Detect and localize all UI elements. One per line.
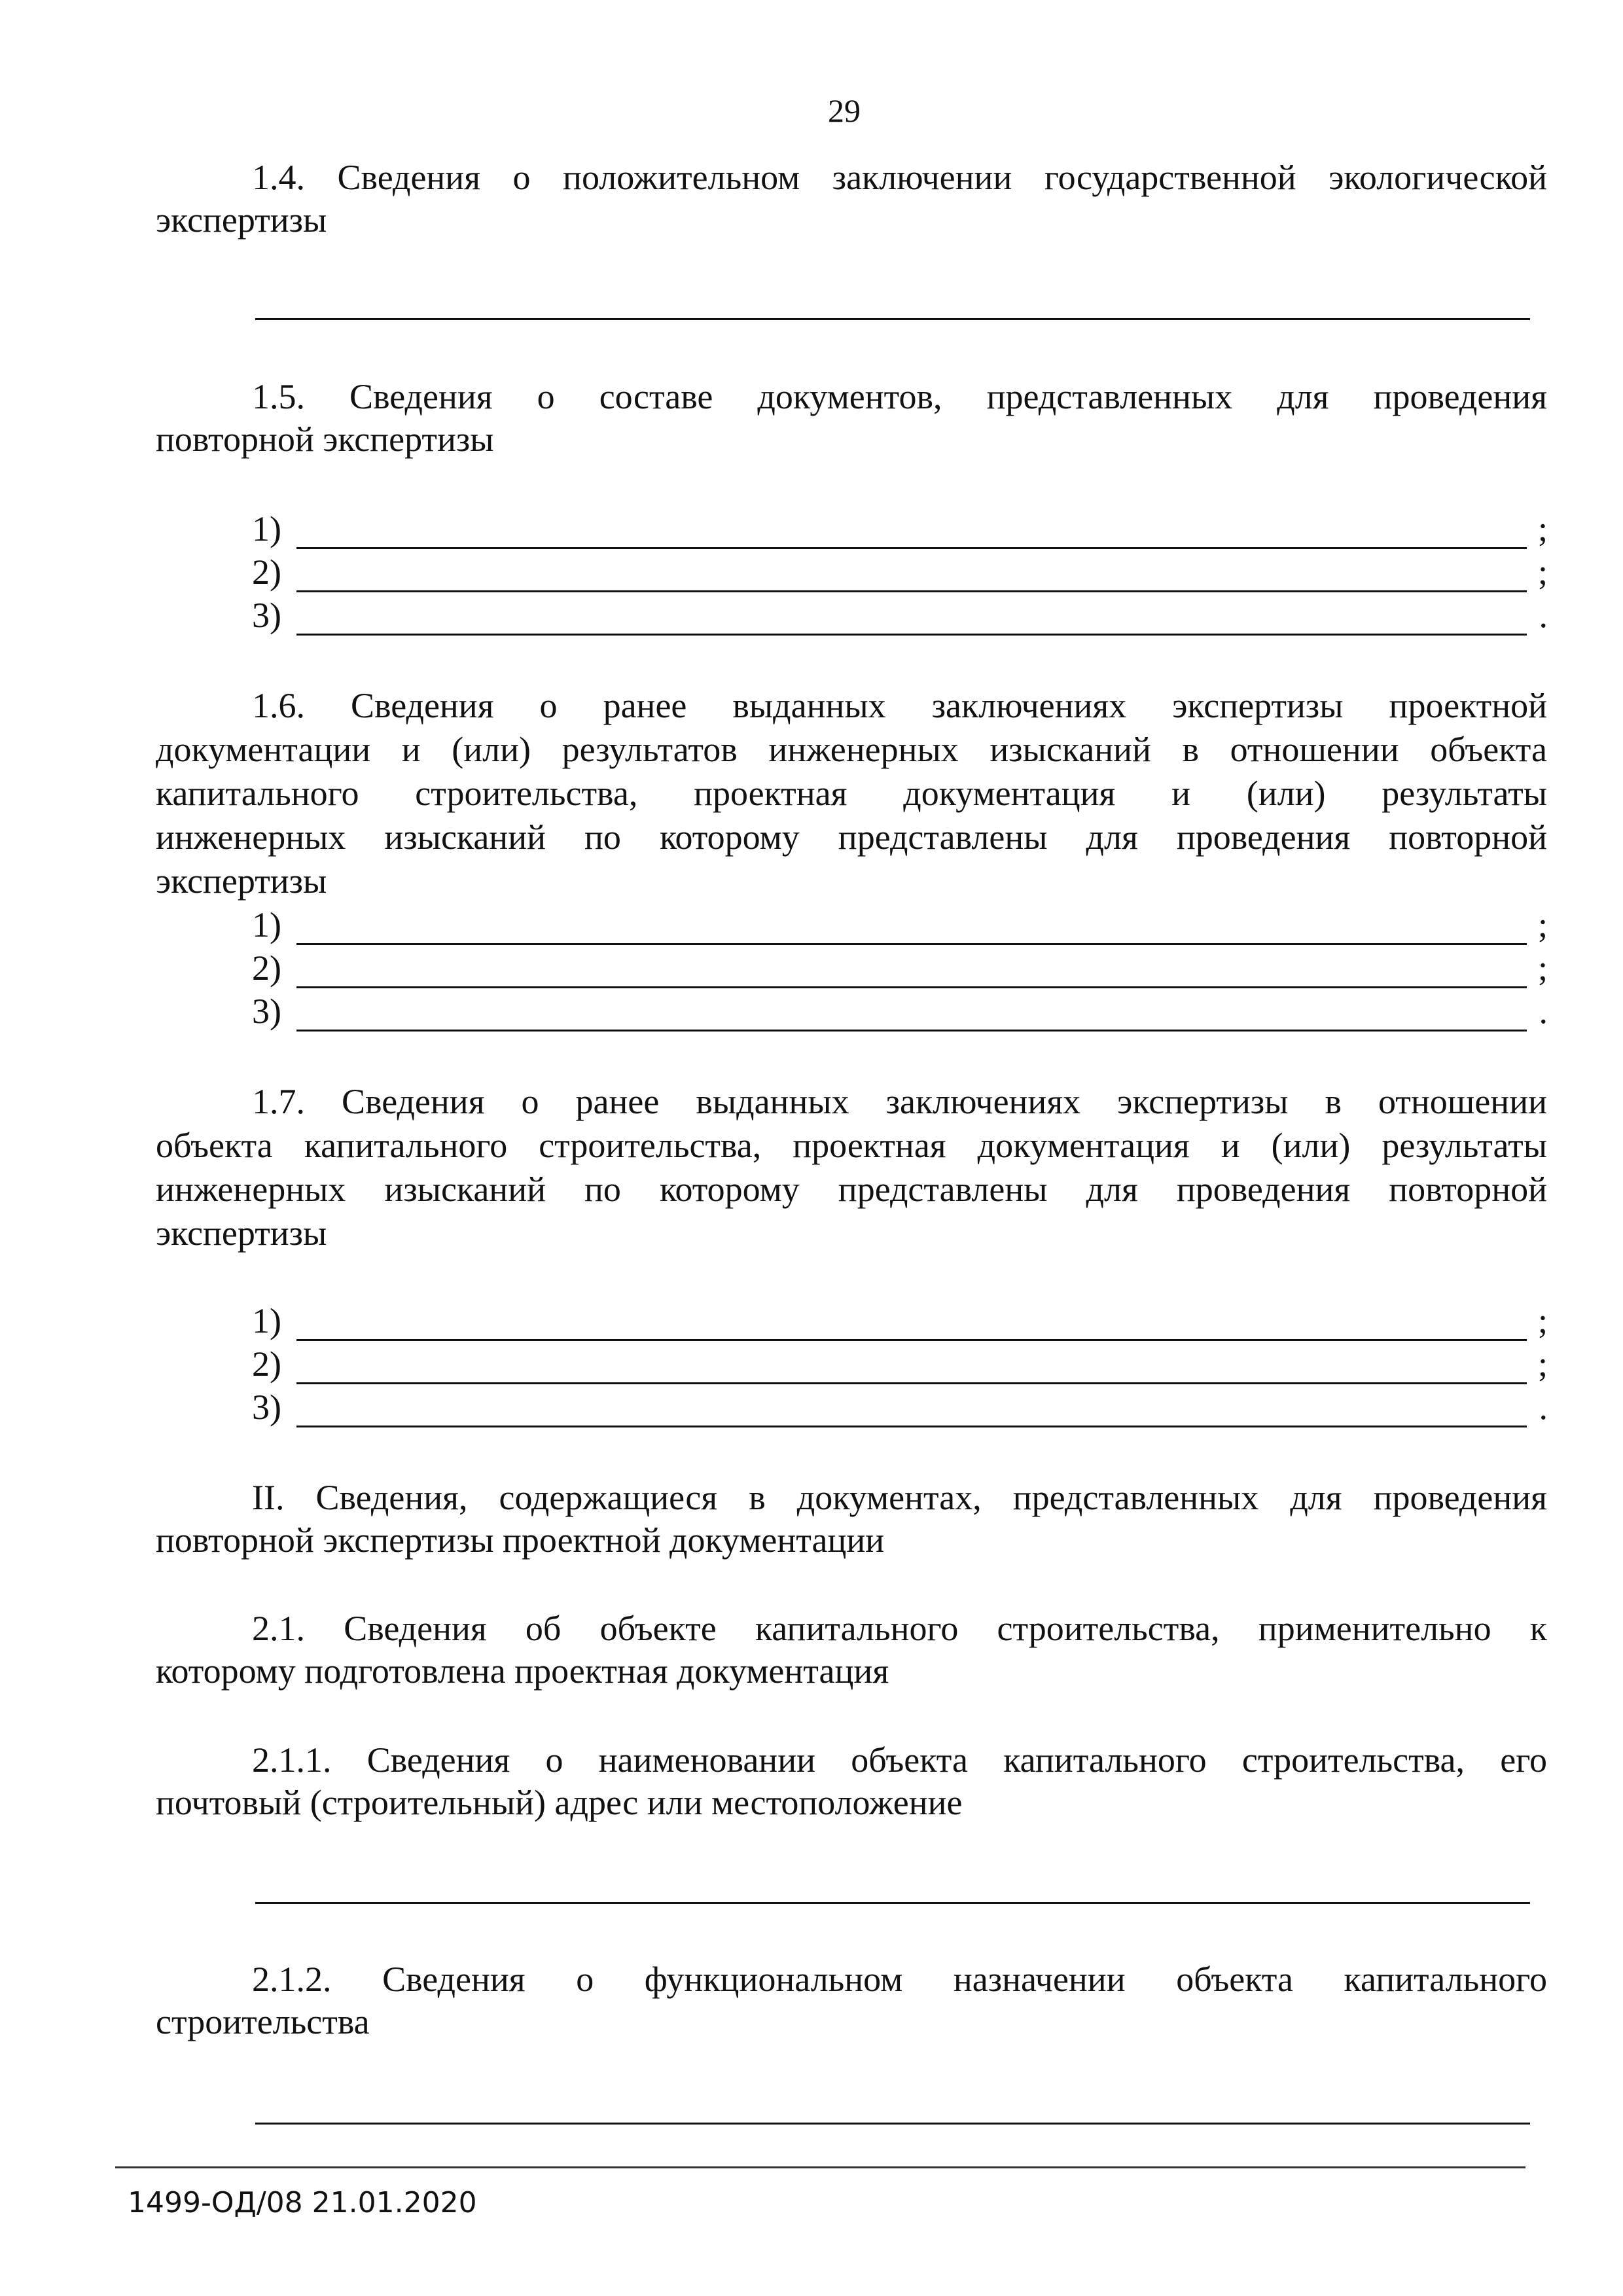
page-number: 29 <box>828 92 861 129</box>
item-punctuation: ; <box>1537 509 1548 548</box>
item-number: 2) <box>252 1344 281 1384</box>
answer-blank[interactable] <box>296 1382 1527 1384</box>
answer-blank[interactable] <box>296 634 1527 636</box>
document-code: 1499-ОД/08 21.01.2020 <box>128 2186 477 2219</box>
section-1-4-heading-cont: экспертизы <box>156 200 327 240</box>
section-1-5-heading-cont: повторной экспертизы <box>156 420 494 459</box>
answer-blank[interactable] <box>296 547 1527 549</box>
list-item <box>252 594 1548 637</box>
section-1-7-heading: 1.7. Сведения о ранее выданных заключениях экспертизы в отношении <box>252 1082 1547 1121</box>
section-1-6-heading-cont: капитального строительства, проектная документация и (или) результаты <box>156 774 1547 813</box>
item-punctuation: . <box>1539 596 1548 635</box>
item-punctuation: ; <box>1537 1301 1548 1340</box>
section-2-1-heading: 2.1. Сведения об объекте капитального строительства, применительно к <box>252 1609 1547 1648</box>
list-item <box>252 1386 1548 1429</box>
item-punctuation: . <box>1539 1388 1548 1427</box>
section-1-7-heading-cont: инженерных изысканий по которому представлены для проведения повторной <box>156 1170 1547 1209</box>
item-punctuation: ; <box>1537 1344 1548 1384</box>
section-1-7-heading-cont: экспертизы <box>156 1213 327 1253</box>
item-punctuation: ; <box>1537 552 1548 592</box>
section-2-1-2-heading-cont: строительства <box>156 2002 370 2041</box>
section-2-heading-cont: повторной экспертизы проектной документации <box>156 1520 885 1560</box>
item-punctuation: . <box>1539 992 1548 1031</box>
answer-blank-2-1-2[interactable] <box>255 2123 1530 2125</box>
section-1-6-heading-cont: документации и (или) результатов инженерных изысканий в отношении объекта <box>156 730 1547 769</box>
answer-blank[interactable] <box>296 590 1527 592</box>
list-item <box>252 1342 1548 1386</box>
answer-blank-1-4[interactable] <box>255 318 1530 320</box>
item-number: 1) <box>252 509 281 548</box>
footer-divider <box>115 2166 1525 2168</box>
section-1-7-heading-cont: объекта капитального строительства, проектная документация и (или) результаты <box>156 1126 1547 1165</box>
list-item <box>252 507 1548 550</box>
item-number: 3) <box>252 1388 281 1427</box>
list-item <box>252 990 1548 1033</box>
answer-blank[interactable] <box>296 1339 1527 1341</box>
item-punctuation: ; <box>1537 948 1548 988</box>
item-punctuation: ; <box>1537 905 1548 944</box>
section-1-6-heading-cont: инженерных изысканий по которому представлены для проведения повторной <box>156 817 1547 857</box>
item-number: 2) <box>252 948 281 988</box>
answer-blank-2-1-1[interactable] <box>255 1902 1530 1904</box>
section-2-1-1-heading: 2.1.1. Сведения о наименовании объекта капитального строительства, его <box>252 1740 1547 1780</box>
item-number: 3) <box>252 992 281 1031</box>
section-1-5-heading: 1.5. Сведения о составе документов, представленных для проведения <box>252 377 1547 416</box>
item-number: 3) <box>252 596 281 635</box>
list-item <box>252 550 1548 594</box>
list-item <box>252 1299 1548 1342</box>
answer-blank[interactable] <box>296 986 1527 988</box>
section-1-6-heading-cont: экспертизы <box>156 861 327 901</box>
item-number: 1) <box>252 1301 281 1340</box>
answer-blank[interactable] <box>296 943 1527 945</box>
answer-blank[interactable] <box>296 1030 1527 1031</box>
list-item <box>252 946 1548 990</box>
section-1-6-heading: 1.6. Сведения о ранее выданных заключениях экспертизы проектной <box>252 686 1547 725</box>
section-1-4-heading: 1.4. Сведения о положительном заключении государственной экологической <box>252 158 1547 197</box>
list-item <box>252 903 1548 946</box>
section-2-heading: II. Сведения, содержащиеся в документах, представленных для проведения <box>252 1478 1547 1517</box>
answer-blank[interactable] <box>296 1426 1527 1427</box>
item-number: 2) <box>252 552 281 592</box>
section-2-1-heading-cont: которому подготовлена проектная документация <box>156 1651 889 1691</box>
section-2-1-2-heading: 2.1.2. Сведения о функциональном назначении объекта капитального <box>252 1960 1547 1999</box>
item-number: 1) <box>252 905 281 944</box>
section-2-1-1-heading-cont: почтовый (строительный) адрес или местоположение <box>156 1783 963 1822</box>
